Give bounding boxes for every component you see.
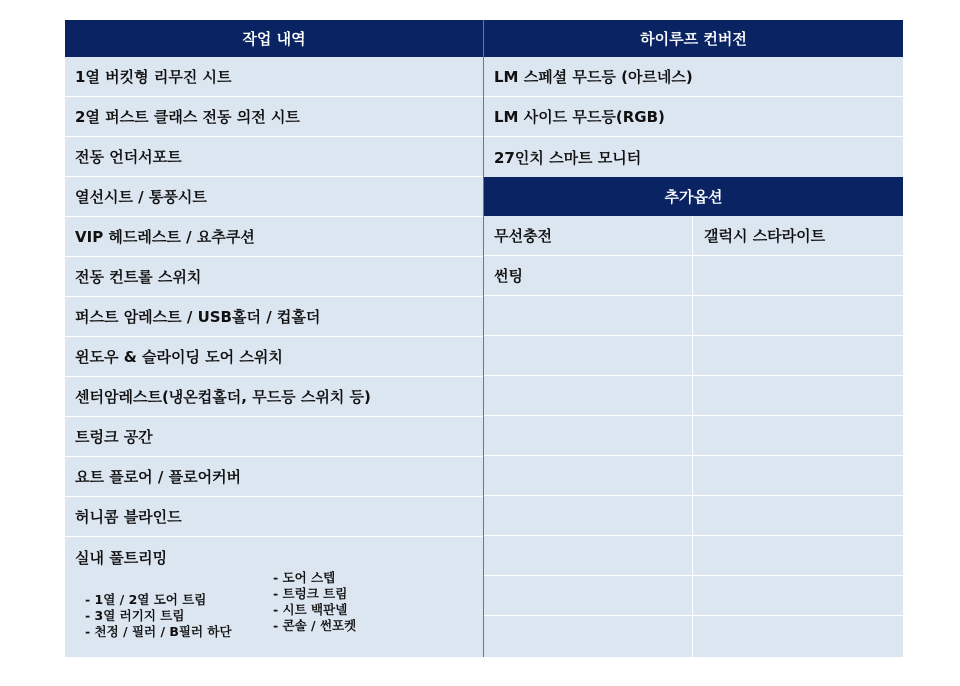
work-item: 윈도우 & 슬라이딩 도어 스위치 bbox=[65, 337, 483, 377]
option-cell bbox=[694, 616, 903, 657]
option-cell bbox=[484, 376, 693, 415]
option-cell bbox=[694, 456, 903, 495]
option-cell bbox=[694, 496, 903, 535]
trim-item: - 콘솔 / 썬포켓 bbox=[273, 618, 356, 634]
option-cell bbox=[694, 536, 903, 575]
work-item: 실내 풀트리밍 bbox=[75, 548, 168, 567]
trim-item: - 트렁크 트림 bbox=[273, 586, 356, 602]
trim-item: - 도어 스텝 bbox=[273, 570, 356, 586]
option-cell bbox=[694, 336, 903, 375]
conversion-panel bbox=[484, 20, 903, 657]
trim-sublist-1 bbox=[85, 592, 232, 640]
option-row bbox=[484, 336, 903, 376]
work-item: 열선시트 / 통풍시트 bbox=[65, 177, 483, 217]
conversion-header: 하이루프 컨버전 bbox=[484, 20, 903, 57]
trim-item: - 3열 러기지 트림 bbox=[85, 608, 232, 624]
option-row bbox=[484, 496, 903, 536]
option-cell bbox=[484, 296, 693, 335]
option-row bbox=[484, 296, 903, 336]
option-row bbox=[484, 616, 903, 657]
work-item: 2열 퍼스트 클래스 전동 의전 시트 bbox=[65, 97, 483, 137]
option-row bbox=[484, 576, 903, 616]
option-cell bbox=[694, 416, 903, 455]
options-header: 추가옵션 bbox=[484, 177, 903, 216]
option-row bbox=[484, 216, 903, 256]
work-item: 허니콤 블라인드 bbox=[65, 497, 483, 537]
trim-item: - 시트 백판넬 bbox=[273, 602, 356, 618]
trim-item: - 천정 / 필러 / B필러 하단 bbox=[85, 624, 232, 640]
option-cell: 무선충전 bbox=[484, 216, 693, 255]
option-row bbox=[484, 456, 903, 496]
work-item: VIP 헤드레스트 / 요추쿠션 bbox=[65, 217, 483, 257]
option-row bbox=[484, 416, 903, 456]
work-item: 센터암레스트(냉온컵홀더, 무드등 스위치 등) bbox=[65, 377, 483, 417]
work-item: 전동 컨트롤 스위치 bbox=[65, 257, 483, 297]
option-row bbox=[484, 536, 903, 576]
option-row bbox=[484, 376, 903, 416]
conversion-item: LM 사이드 무드등(RGB) bbox=[484, 97, 903, 137]
work-item: 요트 플로어 / 플로어커버 bbox=[65, 457, 483, 497]
work-list-header: 작업 내역 bbox=[65, 20, 483, 57]
option-cell bbox=[484, 456, 693, 495]
option-cell bbox=[694, 256, 903, 295]
option-cell bbox=[484, 336, 693, 375]
work-item: 1열 버킷형 리무진 시트 bbox=[65, 57, 483, 97]
conversion-item: 27인치 스마트 모니터 bbox=[494, 148, 642, 167]
option-cell bbox=[484, 536, 693, 575]
option-cell bbox=[484, 496, 693, 535]
trim-sublist-2 bbox=[273, 570, 356, 634]
option-cell: 갤럭시 스타라이트 bbox=[704, 227, 826, 245]
work-item: 전동 언더서포트 bbox=[65, 137, 483, 177]
option-cell bbox=[484, 416, 693, 455]
option-cell bbox=[694, 296, 903, 335]
work-item: 퍼스트 암레스트 / USB홀더 / 컵홀더 bbox=[65, 297, 483, 337]
option-cell: 썬팅 bbox=[484, 256, 693, 295]
option-cell bbox=[484, 616, 693, 657]
option-cell bbox=[694, 576, 903, 615]
conversion-item: LM 스페셜 무드등 (아르네스) bbox=[484, 57, 903, 97]
work-list-panel bbox=[65, 20, 483, 657]
option-cell bbox=[694, 376, 903, 415]
work-item: 트렁크 공간 bbox=[65, 417, 483, 457]
option-row bbox=[484, 256, 903, 296]
trim-item: - 1열 / 2열 도어 트림 bbox=[85, 592, 232, 608]
option-cell bbox=[484, 576, 693, 615]
